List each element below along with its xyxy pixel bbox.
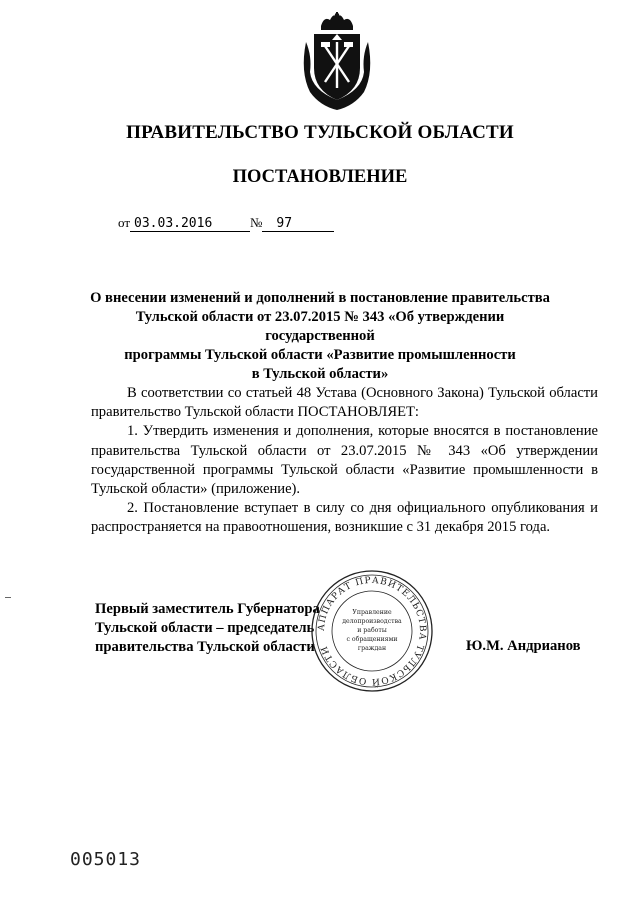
svg-text:Управление: Управление — [352, 609, 392, 616]
svg-text:АППАРАТ ПРАВИТЕЛЬСТВА ТУЛЬСКОЙ: АППАРАТ ПРАВИТЕЛЬСТВА ТУЛЬСКОЙ ОБЛАСТИ — [316, 575, 428, 687]
signer-position-line: правительства Тульской области — [95, 638, 315, 655]
signer-position-line: Тульской области – председатель — [95, 619, 315, 636]
body-paragraph-item-2: 2. Постановление вступает в силу со дня официального опубликования и распространяется на правоотношения, возникшие с 31 декабря 2015 года. — [91, 500, 598, 536]
subject-line: Тульской области от 23.07.2015 № 343 «Об утверждении государственной — [135, 309, 505, 344]
document-number: 97 — [262, 216, 334, 232]
organization-title: ПРАВИТЕЛЬСТВО ТУЛЬСКОЙ ОБЛАСТИ — [126, 122, 514, 143]
subject-line: О внесении изменений и дополнений в постановление правительства — [90, 290, 550, 306]
signer-position — [95, 600, 320, 656]
svg-text:и работы: и работы — [357, 627, 387, 634]
official-stamp — [308, 568, 436, 694]
date-label: от — [118, 215, 131, 230]
document-serial-number: 005013 — [70, 849, 142, 870]
document-date: 03.03.2016 — [130, 216, 250, 232]
date-number-line — [118, 215, 334, 232]
coat-of-arms-icon — [296, 12, 378, 112]
svg-text:граждан: граждан — [357, 645, 387, 652]
document-type: ПОСТАНОВЛЕНИЕ — [232, 167, 408, 187]
signer-name: Ю.М. Андрианов — [466, 638, 581, 654]
subject-line: программы Тульской области «Развитие промышленности — [124, 347, 516, 363]
svg-text:делопроизводства: делопроизводства — [342, 618, 402, 625]
body-paragraph-item-1: 1. Утвердить изменения и дополнения, которые вносятся в постановление правительства Тульской области от 23.07.2015 № 343 «Об утверждении государственной программы Тульской области «Развитие промышленности в Тульской области» (приложение). — [91, 423, 598, 498]
document-body — [91, 384, 598, 538]
document-subject — [88, 289, 552, 384]
number-label: № — [250, 215, 263, 230]
body-paragraph-preamble: В соответствии со статьей 48 Устава (Основного Закона) Тульской области правительство Тульской области ПОСТАНОВЛЯЕТ: — [91, 385, 598, 421]
signer-position-line: Первый заместитель Губернатора — [95, 601, 320, 617]
subject-line: в Тульской области» — [251, 366, 389, 382]
margin-mark — [5, 597, 11, 598]
svg-text:с обращениями: с обращениями — [346, 636, 398, 643]
